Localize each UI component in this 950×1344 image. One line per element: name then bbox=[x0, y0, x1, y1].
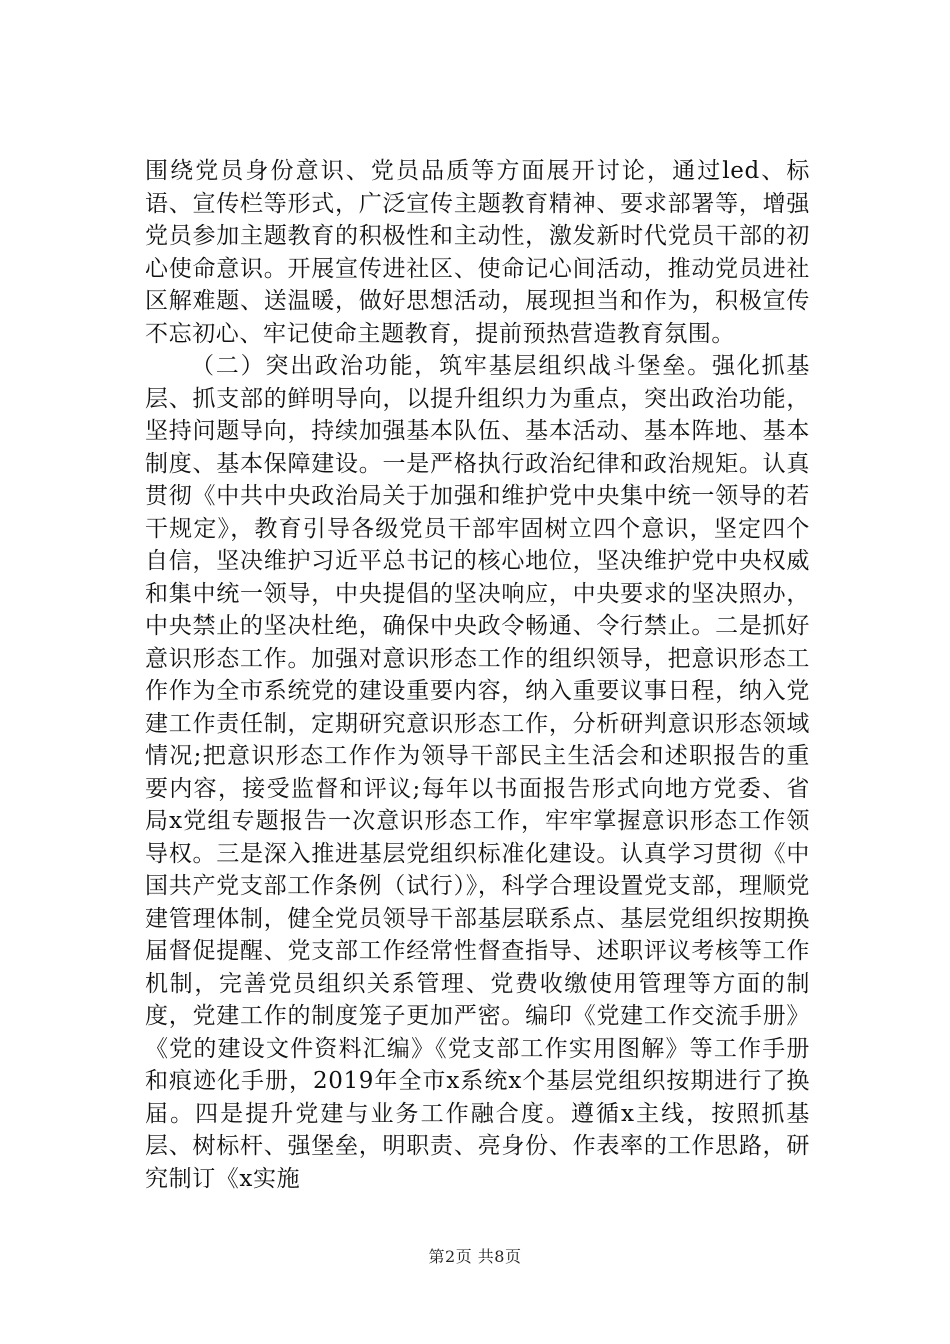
document-body bbox=[145, 155, 810, 1195]
paragraph-continuation: 围绕党员身份意识、党员品质等方面展开讨论，通过led、标语、宣传栏等形式，广泛宣传主题教育精神、要求部署等，增强党员参加主题教育的积极性和主动性，激发新时代党员干部的初心使命意识。开展宣传进社区、使命记心间活动，推动党员进社区解难题、送温暖，做好思想活动，展现担当和作为，积极宣传不忘初心、牢记使命主题教育，提前预热营造教育氛围。 bbox=[145, 158, 810, 347]
paragraph-section-two: （二）突出政治功能，筑牢基层组织战斗堡垒。强化抓基层、抓支部的鲜明导向，以提升组织力为重点，突出政治功能，坚持问题导向，持续加强基本队伍、基本活动、基本阵地、基本制度、基本保障建设。一是严格执行政治纪律和政治规矩。认真贯彻《中共中央政治局关于加强和维护党中央集中统一领导的若干规定》，教育引导各级党员干部牢固树立四个意识，坚定四个自信，坚决维护习近平总书记的核心地位，坚决维护党中央权威和集中统一领导，中央提倡的坚决响应，中央要求的坚决照办，中央禁止的坚决杜绝，确保中央政令畅通、令行禁止。二是抓好意识形态工作。加强对意识形态工作的组织领导，把意识形态工作作为全市系统党的建设重要内容，纳入重要议事日程，纳入党建工作责任制，定期研究意识形态工作，分析研判意识形态领域情况;把意识形态工作作为领导干部民主生活会和述职报告的重要内容，接受监督和评议;每年以书面报告形式向地方党委、省局x党组专题报告一次意识形态工作，牢牢掌握意识形态工作领导权。三是深入推进基层党组织标准化建设。认真学习贯彻《中国共产党支部工作条例（试行）》，科学合理设置党支部，理顺党建管理体制，健全党员领导干部基层联系点、基层党组织按期换届督促提醒、党支部工作经常性督查指导、述职评议考核等工作机制，完善党员组织关系管理、党费收缴使用管理等方面的制度，党建工作的制度笼子更加严密。编印《党建工作交流手册》《党的建设文件资料汇编》《党支部工作实用图解》等工作手册和痕迹化手册，2019年全市x系统x个基层党组织按期进行了换届。四是提升党建与业务工作融合度。遵循x主线，按照抓基层、树标杆、强堡垒，明职责、亮身份、作表率的工作思路，研究制订《x实施 bbox=[145, 353, 810, 1192]
page-number-footer: 第2页 共8页 bbox=[428, 1247, 522, 1266]
